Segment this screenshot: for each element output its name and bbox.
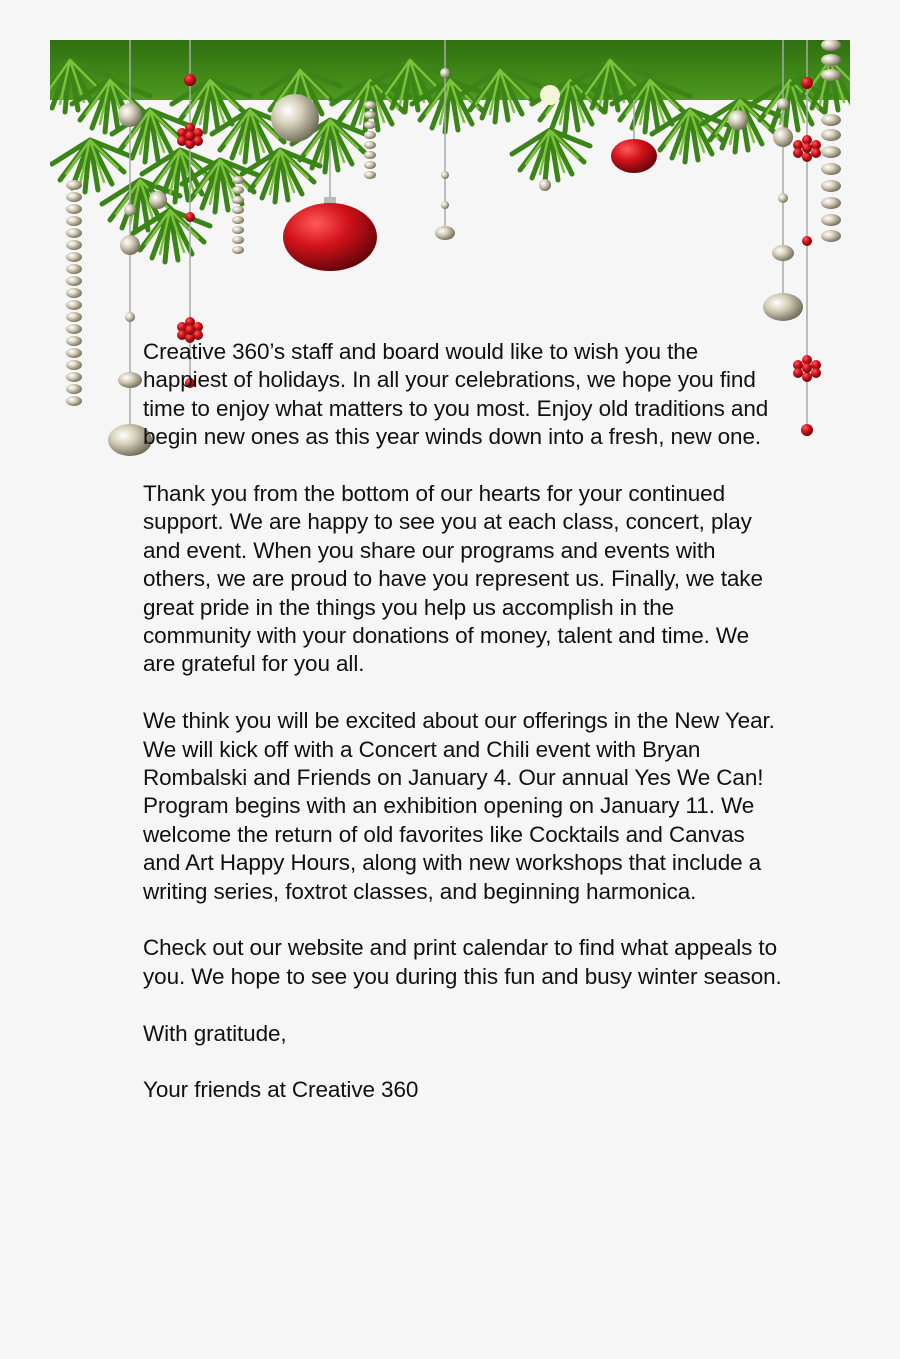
paragraph-new-year-offerings: We think you will be excited about our offerings in the New Year. We will kick off with a Concert and Chili event with Bryan Rombalski and Friends on January 4. Our annual Yes We Can! Program begins with an exhibition opening on January 11. We welcome the return of old favorites like Cocktails and Canvas and Art Happy Hours, along with new workshops that include a writing series, foxtrot classes, and beginning harmonica. (143, 708, 775, 904)
paragraph-thanks: Thank you from the bottom of our hearts for your continued support. We are happy to see you at each class, concert, play and event. When you share our programs and events with others, we are proud to have you represent us. Finally, we take great pride in the things you help us accomplish in the community with your donations of money, talent and time. We are grateful for you all. (143, 481, 763, 677)
signature: Your friends at Creative 360 (143, 1077, 419, 1103)
paragraph-greeting: Creative 360’s staff and board would like to wish you the happiest of holidays. In all your celebrations, we hope you find time to enjoy what matters to you most. Enjoy old traditions and begin new ones as this year winds down into a fresh, new one. (143, 339, 769, 450)
paragraph-call-to-action: Check out our website and print calendar to find what appeals to you. We hope to see you during this fun and busy winter season. (143, 935, 782, 989)
closing-line: With gratitude, (143, 1020, 287, 1046)
letter-body (143, 338, 783, 1133)
